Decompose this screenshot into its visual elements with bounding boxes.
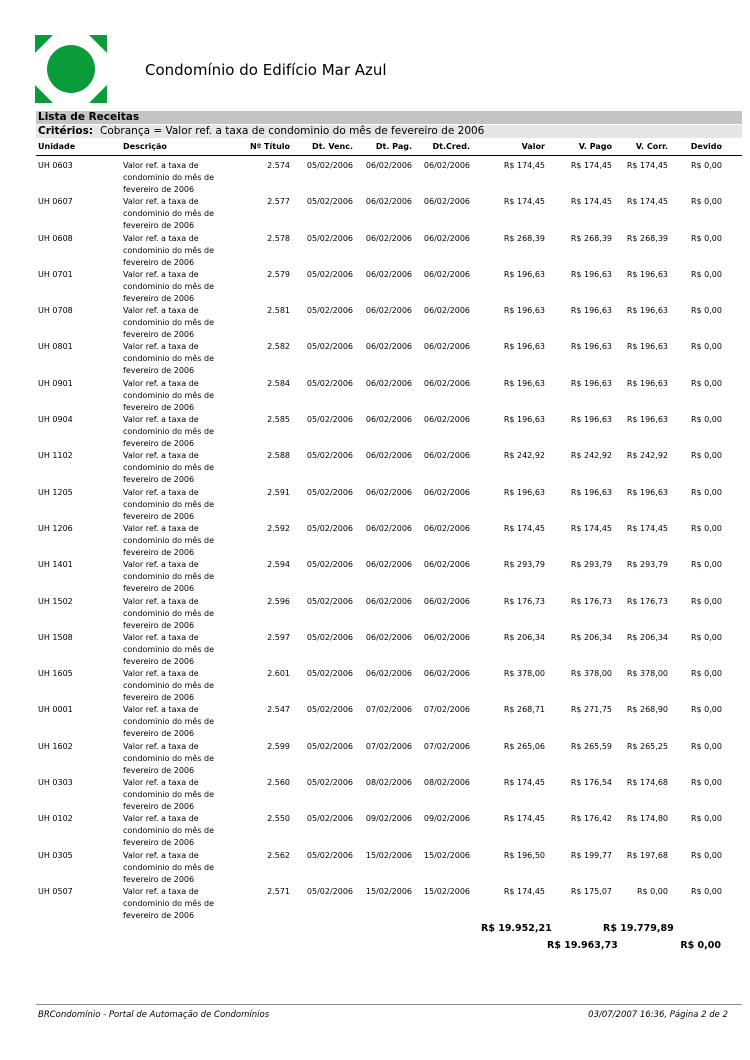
table-row [0, 378, 750, 414]
cell-vpago: R$ 174,45 [570, 523, 612, 533]
cell-pag: 06/02/2006 [365, 197, 412, 207]
cell-venc: 05/02/2006 [306, 415, 353, 425]
cell-valor: R$ 378,00 [503, 669, 545, 679]
cell-venc: 05/02/2006 [306, 269, 353, 279]
col-vpago: V. Pago [578, 142, 612, 151]
cell-cred: 06/02/2006 [423, 197, 470, 207]
table-row [0, 668, 750, 704]
cell-titulo: 2.591 [267, 487, 290, 497]
cell-unidade: UH 1205 [38, 487, 73, 497]
cell-titulo: 2.592 [267, 523, 290, 533]
cell-pag: 06/02/2006 [365, 269, 412, 279]
cell-titulo: 2.588 [267, 451, 290, 461]
cell-pag: 08/02/2006 [365, 778, 412, 788]
table-row [0, 559, 750, 595]
total-valor: R$ 19.952,21 [481, 923, 552, 934]
cell-descricao: Valor ref. a taxa de condominio do mês de fevereiro de 2006 [123, 523, 215, 557]
cell-descricao: Valor ref. a taxa de condominio do mês de fevereiro de 2006 [123, 632, 215, 666]
cell-vpago: R$ 196,63 [570, 342, 612, 352]
cell-unidade: UH 0507 [38, 886, 73, 896]
cell-vpago: R$ 196,63 [570, 269, 612, 279]
cell-titulo: 2.585 [267, 415, 290, 425]
cell-unidade: UH 1102 [38, 451, 73, 461]
company-name: Condomínio do Edifício Mar Azul [145, 61, 387, 79]
cell-venc: 05/02/2006 [306, 632, 353, 642]
table-row [0, 414, 750, 450]
cell-cred: 06/02/2006 [423, 161, 470, 170]
table-row [0, 341, 750, 377]
cell-vcorr: R$ 242,92 [626, 451, 668, 461]
cell-cred: 06/02/2006 [423, 596, 470, 606]
cell-titulo: 2.560 [267, 778, 290, 788]
cell-cred: 15/02/2006 [423, 850, 470, 860]
cell-cred: 06/02/2006 [423, 269, 470, 279]
cell-devido: R$ 0,00 [690, 523, 722, 533]
cell-pag: 06/02/2006 [365, 233, 412, 243]
cell-devido: R$ 0,00 [690, 669, 722, 679]
cell-unidade: UH 1206 [38, 523, 73, 533]
cell-valor: R$ 268,71 [503, 705, 545, 715]
cell-pag: 06/02/2006 [365, 596, 412, 606]
cell-descricao: Valor ref. a taxa de condominio do mês de fevereiro de 2006 [123, 814, 215, 848]
cell-unidade: UH 0001 [38, 705, 73, 715]
table-row [0, 487, 750, 523]
cell-vcorr: R$ 174,80 [626, 814, 668, 824]
cell-vpago: R$ 265,59 [570, 741, 612, 751]
cell-vcorr: R$ 293,79 [626, 560, 668, 570]
cell-valor: R$ 174,45 [503, 778, 545, 788]
cell-vpago: R$ 174,45 [570, 161, 612, 170]
cell-titulo: 2.594 [267, 560, 290, 570]
cell-devido: R$ 0,00 [690, 306, 722, 316]
footer-page-info: 03/07/2007 16:36, Página 2 de 2 [588, 1010, 728, 1020]
total-vpago: R$ 19.963,73 [547, 940, 618, 951]
col-pag: Dt. Pag. [375, 142, 412, 151]
cell-descricao: Valor ref. a taxa de condominio do mês de fevereiro de 2006 [123, 596, 215, 630]
cell-valor: R$ 293,79 [503, 560, 545, 570]
table-row [0, 305, 750, 341]
cell-unidade: UH 0708 [38, 306, 73, 316]
table-row [0, 269, 750, 305]
cell-pag: 06/02/2006 [365, 342, 412, 352]
cell-vcorr: R$ 174,68 [626, 778, 668, 788]
cell-descricao: Valor ref. a taxa de condominio do mês de fevereiro de 2006 [123, 269, 215, 303]
cell-vcorr: R$ 378,00 [626, 669, 668, 679]
cell-vcorr: R$ 206,34 [626, 632, 668, 642]
cell-vpago: R$ 206,34 [570, 632, 612, 642]
table-row [0, 777, 750, 813]
cell-devido: R$ 0,00 [690, 451, 722, 461]
cell-pag: 06/02/2006 [365, 669, 412, 679]
cell-titulo: 2.601 [267, 669, 290, 679]
receipts-table [0, 160, 750, 922]
cell-vpago: R$ 176,54 [570, 778, 612, 788]
report-title: Lista de Receitas [36, 111, 742, 124]
cell-titulo: 2.577 [267, 197, 290, 207]
cell-cred: 15/02/2006 [423, 886, 470, 896]
cell-vcorr: R$ 197,68 [626, 850, 668, 860]
cell-titulo: 2.547 [267, 705, 290, 715]
cell-cred: 07/02/2006 [423, 741, 470, 751]
cell-vcorr: R$ 196,63 [626, 269, 668, 279]
table-row [0, 196, 750, 232]
cell-vcorr: R$ 174,45 [626, 161, 668, 170]
cell-pag: 06/02/2006 [365, 632, 412, 642]
cell-venc: 05/02/2006 [306, 233, 353, 243]
cell-vpago: R$ 175,07 [570, 886, 612, 896]
total-vcorr: R$ 19.779,89 [603, 923, 674, 934]
table-row [0, 632, 750, 668]
cell-pag: 06/02/2006 [365, 378, 412, 388]
cell-descricao: Valor ref. a taxa de condominio do mês de fevereiro de 2006 [123, 415, 215, 449]
cell-valor: R$ 196,63 [503, 342, 545, 352]
cell-descricao: Valor ref. a taxa de condominio do mês de fevereiro de 2006 [123, 306, 215, 340]
cell-unidade: UH 1502 [38, 596, 73, 606]
cell-vcorr: R$ 196,63 [626, 378, 668, 388]
cell-pag: 07/02/2006 [365, 741, 412, 751]
cell-venc: 05/02/2006 [306, 778, 353, 788]
cell-venc: 05/02/2006 [306, 378, 353, 388]
cell-descricao: Valor ref. a taxa de condominio do mês de fevereiro de 2006 [123, 669, 215, 703]
cell-cred: 06/02/2006 [423, 378, 470, 388]
cell-descricao: Valor ref. a taxa de condominio do mês de fevereiro de 2006 [123, 560, 215, 594]
cell-cred: 06/02/2006 [423, 560, 470, 570]
cell-valor: R$ 268,39 [503, 233, 545, 243]
cell-descricao: Valor ref. a taxa de condominio do mês de fevereiro de 2006 [123, 161, 215, 194]
cell-devido: R$ 0,00 [690, 814, 722, 824]
cell-devido: R$ 0,00 [690, 705, 722, 715]
cell-devido: R$ 0,00 [690, 596, 722, 606]
col-unidade: Unidade [38, 142, 76, 151]
col-titulo: Nº Título [250, 142, 290, 151]
condominium-logo [35, 35, 107, 103]
cell-devido: R$ 0,00 [690, 850, 722, 860]
cell-devido: R$ 0,00 [690, 741, 722, 751]
cell-devido: R$ 0,00 [690, 778, 722, 788]
cell-vpago: R$ 196,63 [570, 378, 612, 388]
cell-titulo: 2.596 [267, 596, 290, 606]
cell-pag: 09/02/2006 [365, 814, 412, 824]
criteria-value: Cobrança = Valor ref. a taxa de condominio do mês de fevereiro de 2006 [100, 125, 485, 137]
cell-cred: 09/02/2006 [423, 814, 470, 824]
cell-pag: 06/02/2006 [365, 523, 412, 533]
cell-vcorr: R$ 176,73 [626, 596, 668, 606]
cell-devido: R$ 0,00 [690, 632, 722, 642]
total-devido: R$ 0,00 [680, 940, 721, 951]
table-row [0, 704, 750, 740]
cell-descricao: Valor ref. a taxa de condominio do mês de fevereiro de 2006 [123, 487, 215, 521]
footer-divider [36, 1004, 742, 1005]
cell-titulo: 2.597 [267, 632, 290, 642]
cell-venc: 05/02/2006 [306, 197, 353, 207]
cell-cred: 06/02/2006 [423, 669, 470, 679]
table-row [0, 886, 750, 922]
cell-devido: R$ 0,00 [690, 415, 722, 425]
cell-pag: 15/02/2006 [365, 850, 412, 860]
col-cred: Dt.Cred. [432, 142, 470, 151]
cell-pag: 06/02/2006 [365, 487, 412, 497]
cell-pag: 06/02/2006 [365, 161, 412, 170]
cell-vpago: R$ 196,63 [570, 415, 612, 425]
header-divider [36, 155, 742, 156]
cell-venc: 05/02/2006 [306, 705, 353, 715]
cell-venc: 05/02/2006 [306, 560, 353, 570]
table-row [0, 233, 750, 269]
cell-vcorr: R$ 268,39 [626, 233, 668, 243]
cell-unidade: UH 0303 [38, 778, 73, 788]
cell-devido: R$ 0,00 [690, 161, 722, 170]
cell-valor: R$ 206,34 [503, 632, 545, 642]
cell-valor: R$ 196,63 [503, 487, 545, 497]
cell-vcorr: R$ 268,90 [626, 705, 668, 715]
cell-cred: 06/02/2006 [423, 487, 470, 497]
cell-vpago: R$ 378,00 [570, 669, 612, 679]
cell-venc: 05/02/2006 [306, 161, 353, 170]
table-row [0, 741, 750, 777]
table-row [0, 450, 750, 486]
cell-descricao: Valor ref. a taxa de condominio do mês de fevereiro de 2006 [123, 741, 215, 775]
cell-venc: 05/02/2006 [306, 850, 353, 860]
cell-pag: 15/02/2006 [365, 886, 412, 896]
cell-vpago: R$ 268,39 [570, 233, 612, 243]
cell-venc: 05/02/2006 [306, 669, 353, 679]
cell-vcorr: R$ 0,00 [636, 886, 668, 896]
criteria-bar [36, 125, 742, 138]
table-row [0, 850, 750, 886]
cell-descricao: Valor ref. a taxa de condominio do mês de fevereiro de 2006 [123, 705, 215, 739]
cell-titulo: 2.578 [267, 233, 290, 243]
cell-titulo: 2.579 [267, 269, 290, 279]
cell-valor: R$ 174,45 [503, 814, 545, 824]
cell-vpago: R$ 199,77 [570, 850, 612, 860]
cell-vpago: R$ 176,73 [570, 596, 612, 606]
cell-cred: 08/02/2006 [423, 778, 470, 788]
cell-descricao: Valor ref. a taxa de condominio do mês de fevereiro de 2006 [123, 342, 215, 376]
cell-vcorr: R$ 174,45 [626, 197, 668, 207]
cell-vpago: R$ 196,63 [570, 487, 612, 497]
cell-titulo: 2.562 [267, 850, 290, 860]
cell-valor: R$ 196,63 [503, 415, 545, 425]
cell-valor: R$ 174,45 [503, 886, 545, 896]
cell-descricao: Valor ref. a taxa de condominio do mês de fevereiro de 2006 [123, 233, 215, 267]
cell-cred: 06/02/2006 [423, 415, 470, 425]
cell-titulo: 2.584 [267, 378, 290, 388]
cell-venc: 05/02/2006 [306, 596, 353, 606]
cell-cred: 07/02/2006 [423, 705, 470, 715]
cell-cred: 06/02/2006 [423, 523, 470, 533]
cell-unidade: UH 0701 [38, 269, 73, 279]
cell-valor: R$ 174,45 [503, 197, 545, 207]
cell-unidade: UH 0603 [38, 161, 73, 170]
cell-valor: R$ 176,73 [503, 596, 545, 606]
cell-pag: 06/02/2006 [365, 560, 412, 570]
cell-titulo: 2.599 [267, 741, 290, 751]
cell-titulo: 2.581 [267, 306, 290, 316]
col-devido: Devido [690, 142, 722, 151]
footer-portal: BRCondomínio - Portal de Automação de Condomínios [38, 1010, 270, 1020]
cell-titulo: 2.574 [267, 161, 290, 170]
cell-venc: 05/02/2006 [306, 814, 353, 824]
cell-devido: R$ 0,00 [690, 269, 722, 279]
cell-venc: 05/02/2006 [306, 451, 353, 461]
cell-devido: R$ 0,00 [690, 342, 722, 352]
cell-venc: 05/02/2006 [306, 487, 353, 497]
cell-devido: R$ 0,00 [690, 197, 722, 207]
cell-unidade: UH 0305 [38, 850, 73, 860]
cell-vcorr: R$ 196,63 [626, 342, 668, 352]
cell-devido: R$ 0,00 [690, 560, 722, 570]
cell-descricao: Valor ref. a taxa de condominio do mês de fevereiro de 2006 [123, 451, 215, 485]
cell-valor: R$ 196,63 [503, 378, 545, 388]
cell-valor: R$ 174,45 [503, 161, 545, 170]
cell-cred: 06/02/2006 [423, 306, 470, 316]
cell-unidade: UH 1605 [38, 669, 73, 679]
cell-unidade: UH 0608 [38, 233, 73, 243]
col-valor: Valor [521, 142, 545, 151]
cell-valor: R$ 242,92 [503, 451, 545, 461]
cell-venc: 05/02/2006 [306, 306, 353, 316]
cell-descricao: Valor ref. a taxa de condominio do mês de fevereiro de 2006 [123, 378, 215, 412]
cell-unidade: UH 1508 [38, 632, 73, 642]
cell-vcorr: R$ 196,63 [626, 306, 668, 316]
cell-cred: 06/02/2006 [423, 451, 470, 461]
cell-unidade: UH 0904 [38, 415, 73, 425]
table-row [0, 523, 750, 559]
cell-unidade: UH 0801 [38, 342, 73, 352]
cell-cred: 06/02/2006 [423, 233, 470, 243]
cell-valor: R$ 196,63 [503, 306, 545, 316]
cell-vcorr: R$ 174,45 [626, 523, 668, 533]
cell-devido: R$ 0,00 [690, 886, 722, 896]
cell-venc: 05/02/2006 [306, 741, 353, 751]
cell-descricao: Valor ref. a taxa de condominio do mês de fevereiro de 2006 [123, 886, 215, 920]
cell-venc: 05/02/2006 [306, 342, 353, 352]
cell-pag: 06/02/2006 [365, 306, 412, 316]
cell-cred: 06/02/2006 [423, 632, 470, 642]
col-descricao: Descrição [123, 142, 167, 151]
criteria-label: Critérios: [38, 125, 94, 137]
cell-vcorr: R$ 196,63 [626, 415, 668, 425]
cell-unidade: UH 0102 [38, 814, 73, 824]
cell-vpago: R$ 176,42 [570, 814, 612, 824]
cell-titulo: 2.582 [267, 342, 290, 352]
cell-descricao: Valor ref. a taxa de condominio do mês de fevereiro de 2006 [123, 197, 215, 231]
cell-valor: R$ 265,06 [503, 741, 545, 751]
cell-valor: R$ 196,50 [503, 850, 545, 860]
cell-descricao: Valor ref. a taxa de condominio do mês de fevereiro de 2006 [123, 778, 215, 812]
cell-cred: 06/02/2006 [423, 342, 470, 352]
cell-pag: 06/02/2006 [365, 451, 412, 461]
cell-venc: 05/02/2006 [306, 523, 353, 533]
cell-vpago: R$ 174,45 [570, 197, 612, 207]
cell-titulo: 2.550 [267, 814, 290, 824]
table-row [0, 813, 750, 849]
cell-valor: R$ 174,45 [503, 523, 545, 533]
table-row [0, 596, 750, 632]
cell-venc: 05/02/2006 [306, 886, 353, 896]
table-row [0, 160, 750, 196]
cell-pag: 07/02/2006 [365, 705, 412, 715]
cell-unidade: UH 0901 [38, 378, 73, 388]
cell-unidade: UH 1401 [38, 560, 73, 570]
cell-devido: R$ 0,00 [690, 233, 722, 243]
cell-vpago: R$ 293,79 [570, 560, 612, 570]
cell-titulo: 2.571 [267, 886, 290, 896]
cell-vpago: R$ 196,63 [570, 306, 612, 316]
cell-descricao: Valor ref. a taxa de condominio do mês de fevereiro de 2006 [123, 850, 215, 884]
cell-unidade: UH 1602 [38, 741, 73, 751]
col-vcorr: V. Corr. [635, 142, 668, 151]
col-venc: Dt. Venc. [312, 142, 353, 151]
table-header [0, 142, 750, 154]
cell-valor: R$ 196,63 [503, 269, 545, 279]
cell-vpago: R$ 242,92 [570, 451, 612, 461]
cell-pag: 06/02/2006 [365, 415, 412, 425]
cell-unidade: UH 0607 [38, 197, 73, 207]
cell-vcorr: R$ 196,63 [626, 487, 668, 497]
cell-vcorr: R$ 265,25 [626, 741, 668, 751]
cell-devido: R$ 0,00 [690, 487, 722, 497]
cell-vpago: R$ 271,75 [570, 705, 612, 715]
cell-devido: R$ 0,00 [690, 378, 722, 388]
